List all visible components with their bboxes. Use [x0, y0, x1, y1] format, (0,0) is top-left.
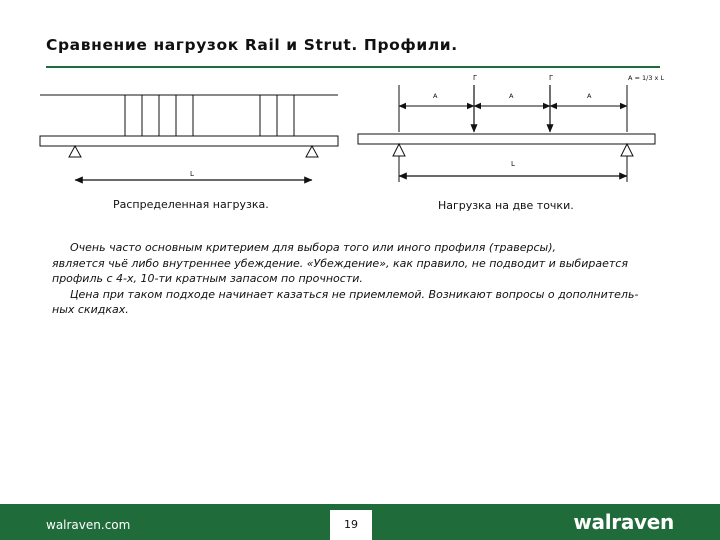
brand-logo: walraven	[573, 510, 674, 534]
span-label-left: L	[190, 170, 194, 178]
segment-label-3: A	[587, 92, 592, 100]
caption-distributed-load: Распределенная нагрузка.	[113, 198, 269, 211]
distributed-load-diagram	[40, 95, 338, 180]
footer-url[interactable]: walraven.com	[46, 518, 131, 532]
support-left-1	[69, 146, 81, 157]
beam-left	[40, 136, 338, 146]
segment-label-1: A	[433, 92, 438, 100]
body-line-3: профиль с 4-х, 10-ти кратным запасом по прочности.	[52, 272, 363, 285]
beam-right	[358, 134, 655, 144]
load-lines	[125, 95, 294, 136]
support-right-1	[393, 144, 405, 156]
support-right-2	[621, 144, 633, 156]
two-point-load-diagram	[358, 74, 664, 182]
caption-two-point-load: Нагрузка на две точки.	[438, 199, 574, 212]
footer-bar	[0, 504, 720, 540]
body-text	[52, 240, 682, 318]
force-label-2: Г	[549, 74, 554, 82]
body-line-2: является чьё либо внутреннее убеждение. «Убеждение», как правило, не подводит и выбирается	[52, 256, 628, 270]
support-left-2	[306, 146, 318, 157]
force-label-1: Г	[473, 74, 478, 82]
body-line-4: Цена при таком подходе начинает казаться не приемлемой. Возникают вопросы о дополнитель-	[70, 287, 639, 301]
segment-label-2: A	[509, 92, 514, 100]
slide-title: Сравнение нагрузок Rail и Strut. Профили.	[46, 36, 458, 54]
span-label-right: L	[511, 160, 515, 168]
page-number: 19	[330, 510, 372, 540]
body-line-5: ных скидках.	[52, 303, 129, 316]
formula-label: A = 1/3 x L	[628, 74, 665, 82]
body-line-1: Очень часто основным критерием для выбора того или иного профиля (траверсы),	[70, 241, 556, 254]
